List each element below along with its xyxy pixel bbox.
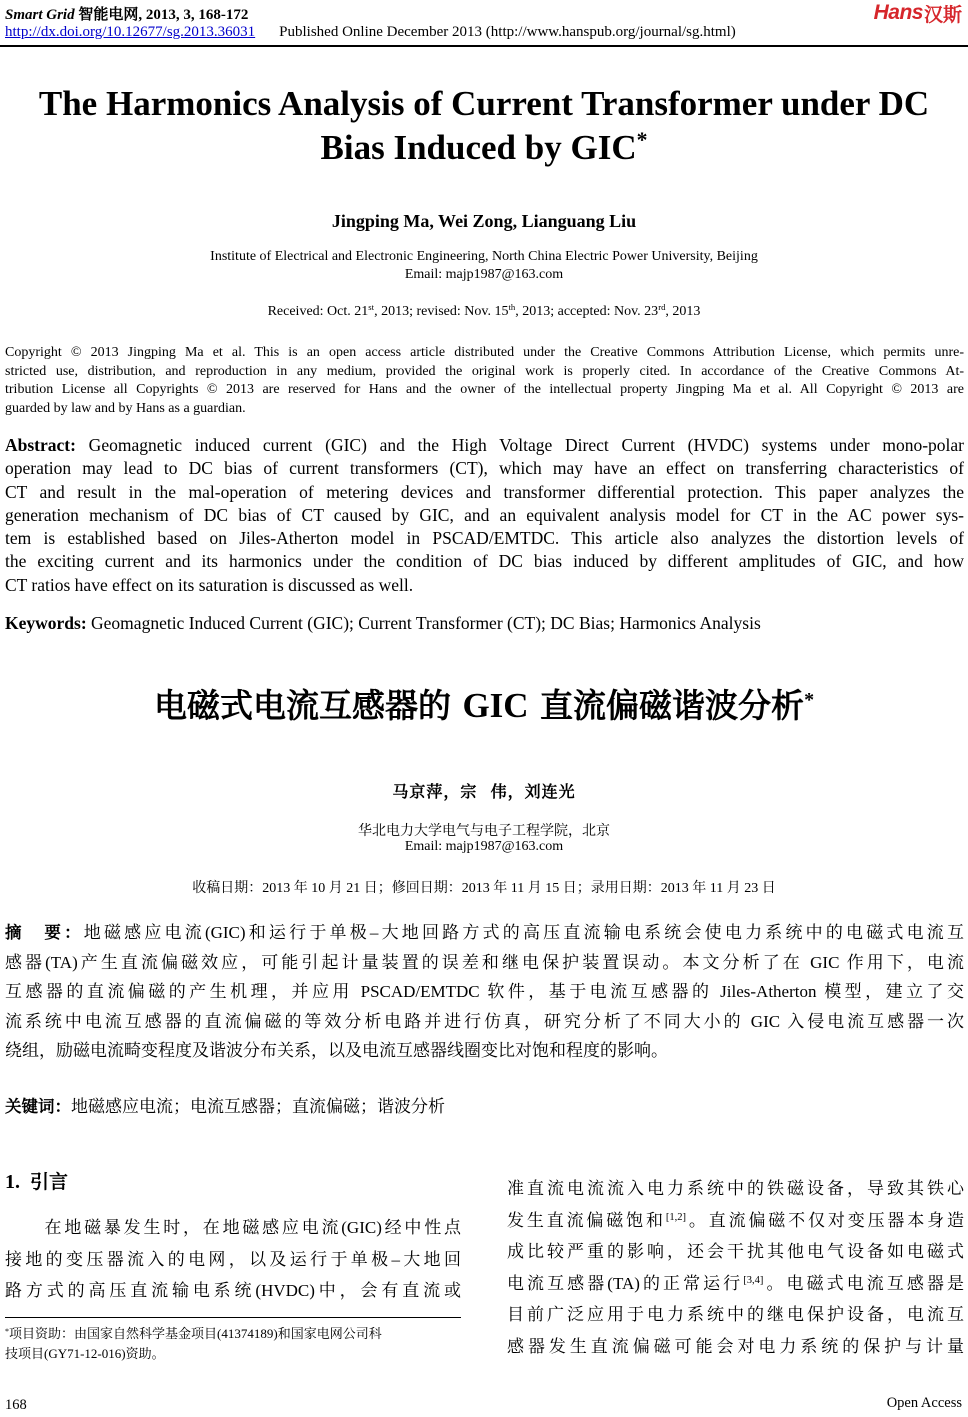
footnote-text: 项目资助：由国家自然科学基金项目(41374189)和国家电网公司科 — [9, 1326, 382, 1341]
copyright-line: Copyright © 2013 Jingping Ma et al. This is an open access article distributed under the Creative Commons Attribution License, which permits unre- — [5, 345, 964, 360]
citation: [1,2] — [665, 1211, 687, 1223]
copyright-line: guarded by law and by Hans as a guardian. — [5, 400, 246, 416]
header-rule — [0, 45, 968, 47]
abstract-zh-text: 地磁感应电流(GIC)和运行于单极–大地回路方式的高压直流输电系统会使电力系统中的电磁式电流互 — [83, 923, 964, 942]
authors-chinese: 马京萍，宗 伟，刘连光 — [392, 782, 576, 801]
body-text: 。电磁式电流互感器是 — [763, 1273, 965, 1293]
abstract-line: CT and result in the mal-operation of metering devices and transformer differential protection. This paper analyzes the — [5, 481, 964, 502]
email-english: Email: majp1987@163.com — [404, 267, 564, 282]
keywords-text: Geomagnetic Induced Current (GIC); Current Transformer (CT); DC Bias; Harmonics Analysis — [86, 613, 761, 633]
footnote-rule — [5, 1317, 461, 1318]
body-line: 成比较严重的影响，还会干扰其他电气设备如电磁式 — [507, 1242, 964, 1261]
email-chinese: Email: majp1987@163.com — [404, 839, 564, 854]
logo-latin: Hans — [873, 1, 923, 24]
footnote-line — [5, 1324, 461, 1344]
footnote-mark: * — [5, 1326, 10, 1336]
abstract-line: tem is established based on Jiles-Atherton model in PSCAD/EMTDC. This article also analyzes the distortion levels of — [5, 528, 964, 549]
keywords-chinese — [5, 1092, 445, 1117]
abstract-line — [5, 434, 964, 457]
abstract-zh-label: 摘 要： — [5, 923, 84, 942]
published-online: Published Online December 2013 (http://www.hanspub.org/journal/sg.html) — [279, 24, 736, 40]
section-heading — [5, 1167, 68, 1194]
abstract-zh-line: 感器(TA)产生直流偏磁效应，可能引起计量装置的误差和继电保护装置误动。本文分析了在 GIC 作用下，电流 — [5, 952, 964, 972]
abstract-chinese — [5, 918, 964, 1066]
title-footnote-mark: * — [636, 128, 648, 153]
keywords-zh-label: 关键词： — [5, 1097, 71, 1116]
keywords-zh-text: 地磁感应电流；电流互感器；直流偏磁；谐波分析 — [71, 1097, 445, 1116]
footnote — [5, 1324, 461, 1363]
body-column-right — [507, 1173, 964, 1362]
abstract-text: Geomagnetic induced current (GIC) and the High Voltage Direct Current (HVDC) systems under mono-polar — [75, 435, 964, 455]
footnote-line: 技项目(GY71-12-016)资助。 — [5, 1345, 165, 1361]
open-access-label: Open Access — [886, 1395, 962, 1411]
body-line: 路方式的高压直流输电系统(HVDC)中，会有直流或 — [5, 1281, 461, 1300]
body-line: 准直流电流流入电力系统中的铁磁设备，导致其铁心 — [507, 1179, 964, 1198]
accepted-date: , 2013; accepted: Nov. 23 — [515, 304, 659, 319]
revised-date: , 2013; revised: Nov. 15 — [374, 304, 509, 319]
body-line: 目前广泛应用于电力系统中的继电保护设备，电流互 — [507, 1305, 964, 1324]
affiliation-chinese: 华北电力大学电气与电子工程学院，北京 — [358, 824, 610, 839]
journal-info — [5, 3, 248, 24]
title-english — [0, 82, 968, 170]
title-line-2 — [0, 126, 968, 170]
body-column-left — [5, 1212, 461, 1307]
doi-line — [5, 24, 736, 41]
title-zh-part: 直流偏磁谐波分析 — [528, 686, 805, 725]
abstract-line: operation may lead to DC bias of current transformers (CT), which may have an effect on transferring characteristics of — [5, 458, 964, 479]
affiliation-english: Institute of Electrical and Electronic Engineering, North China Electric Power University, Beijing — [210, 249, 758, 264]
body-line: 接地的变压器流入的电网，以及运行于单极–大地回 — [5, 1249, 461, 1269]
body-line: 在地磁暴发生时，在地磁感应电流(GIC)经中性点 — [5, 1218, 461, 1237]
ordinal-suffix: th — [508, 302, 516, 313]
abstract-line: generation mechanism of DC bias of CT caused by GIC, and an equivalent analysis model for CT in the AC power sys- — [5, 504, 964, 525]
abstract-zh-line: 流系统中电流互感器的直流偏磁的等效分析电路并进行仿真，研究分析了不同大小的 GIC 入侵电流互感器一次 — [5, 1011, 964, 1031]
body-line — [507, 1268, 964, 1300]
title-zh-acronym: GIC — [462, 686, 529, 725]
title-zh-footnote-mark: * — [804, 689, 815, 711]
title-zh-part: 电磁式电流互感器的 — [153, 686, 463, 725]
page-number: 168 — [5, 1397, 27, 1413]
title-line-2-text: Bias Induced by GIC — [320, 128, 637, 167]
body-text: 。直流偏磁不仅对变压器本身造 — [686, 1210, 965, 1230]
publisher-logo — [874, 1, 962, 25]
year-tail: , 2013 — [665, 304, 701, 319]
abstract-zh-line: 互感器的直流偏磁的产生机理，并应用 PSCAD/EMTDC 软件，基于电流互感器的 Jiles-Atherton 模型，建立了交 — [5, 982, 964, 1001]
section-title: 引言 — [30, 1171, 69, 1193]
body-text: 电流互感器(TA)的正常运行 — [507, 1273, 744, 1293]
copyright-line: stricted use, distribution, and reproduction in any medium, provided the original work is properly cited. In accordance of the Creative Commons At- — [5, 363, 964, 379]
abstract-zh-line — [5, 918, 964, 948]
authors-english: Jingping Ma, Wei Zong, Lianguang Liu — [331, 211, 637, 231]
abstract-zh-line: 绕组，励磁电流畸变程度及谐波分布关系，以及电流互感器线圈变比对饱和程度的影响。 — [5, 1041, 668, 1060]
title-line-1: The Harmonics Analysis of Current Transformer under DC — [38, 84, 930, 123]
body-line: 感器发生直流偏磁可能会对电力系统的保护与计量 — [507, 1336, 964, 1356]
citation: [3,4] — [743, 1274, 764, 1286]
ordinal-suffix: rd — [658, 302, 666, 313]
logo-chinese: 汉斯 — [923, 3, 962, 26]
body-text: 发生直流偏磁饱和 — [507, 1210, 666, 1230]
copyright-line: tribution License all Copyrights © 2013 are reserved for Hans and the owner of the intellectual property Jingping Ma et al. All Copyright © 2013 are — [5, 382, 964, 397]
received-dates-chinese: 收稿日期：2013 年 10 月 21 日；修回日期：2013 年 11 月 15 日；录用日期：2013 年 11 月 23 日 — [192, 881, 776, 896]
doi-link[interactable]: http://dx.doi.org/10.12677/sg.2013.36031 — [5, 24, 256, 40]
keywords-label: Keywords: — [5, 613, 87, 633]
copyright-notice — [5, 344, 964, 418]
abstract-line: CT ratios have effect on its saturation is discussed as well. — [5, 574, 414, 595]
abstract-english — [5, 434, 964, 597]
body-line — [507, 1205, 964, 1237]
section-number: 1. — [5, 1171, 20, 1193]
journal-name: Smart Grid — [5, 7, 75, 23]
title-chinese — [0, 680, 968, 727]
received-date: Received: Oct. 21 — [267, 304, 369, 319]
keywords-english — [5, 613, 761, 634]
received-dates — [0, 304, 968, 320]
ordinal-suffix: st — [368, 302, 375, 313]
abstract-label: Abstract: — [5, 435, 76, 455]
journal-issue: 智能电网, 2013, 3, 168-172 — [74, 7, 249, 23]
abstract-line: the exciting current and its harmonics under the condition of DC bias induced by different amplitudes of GIC, and how — [5, 551, 964, 572]
